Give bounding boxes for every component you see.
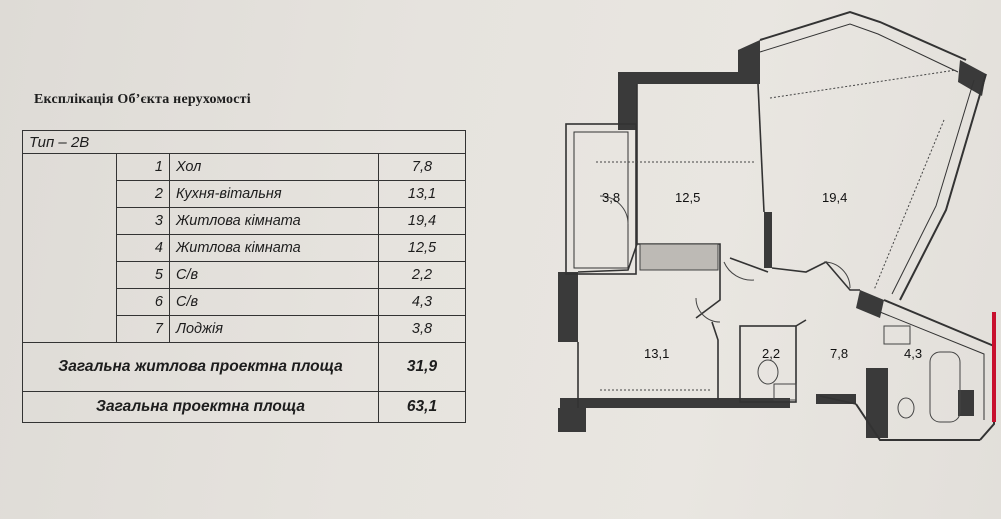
room-number: 5 <box>117 262 170 289</box>
toilet-icon <box>898 398 914 418</box>
table-row <box>23 262 466 289</box>
bath-wall <box>884 300 994 440</box>
room-label: 3,8 <box>602 190 621 205</box>
document-title: Експлікація Об’єкта нерухомості <box>34 92 251 107</box>
door-swing <box>696 298 720 322</box>
bay-inner <box>892 80 974 294</box>
room-number: 3 <box>117 208 170 235</box>
dimension-line <box>770 70 956 98</box>
room-name: Житлова кімната <box>170 208 379 235</box>
total-area-value: 63,1 <box>379 392 466 423</box>
room-label: 7,8 <box>830 346 849 361</box>
room-name: Хол <box>170 154 379 181</box>
explication-table <box>22 130 466 423</box>
wall <box>856 290 884 318</box>
blank-cell <box>23 289 117 316</box>
dimension-line <box>874 120 944 290</box>
room-label: 2,2 <box>762 346 781 361</box>
total-living-label: Загальна житлова проектна площа <box>23 343 379 392</box>
table-row <box>23 289 466 316</box>
floor-plan <box>540 0 1000 460</box>
bathroom-wall <box>740 326 796 402</box>
room-number: 2 <box>117 181 170 208</box>
total-living-row <box>23 343 466 392</box>
room-name: С/в <box>170 289 379 316</box>
sink-icon <box>774 384 796 400</box>
wall <box>738 40 760 84</box>
wall <box>712 322 718 400</box>
blank-cell <box>23 154 117 262</box>
bathtub-icon <box>930 352 960 422</box>
room-area: 12,5 <box>379 235 466 262</box>
blank-cell <box>23 316 117 343</box>
room-number: 1 <box>117 154 170 181</box>
room-label: 19,4 <box>822 190 848 205</box>
wall <box>560 398 790 408</box>
total-living-value: 31,9 <box>379 343 466 392</box>
room-area: 7,8 <box>379 154 466 181</box>
sink-icon <box>884 326 910 344</box>
wall <box>866 368 888 438</box>
room-number: 6 <box>117 289 170 316</box>
blank-cell <box>23 262 117 289</box>
room-name: Житлова кімната <box>170 235 379 262</box>
room-area: 3,8 <box>379 316 466 343</box>
loggia-frame <box>566 124 636 274</box>
wall <box>796 320 806 326</box>
bay-wall <box>900 74 986 300</box>
room-area: 2,2 <box>379 262 466 289</box>
table-row <box>23 154 466 181</box>
room-name: С/в <box>170 262 379 289</box>
room-number: 4 <box>117 235 170 262</box>
wall <box>558 408 586 432</box>
wall <box>730 258 768 272</box>
room-name: Кухня-вітальня <box>170 181 379 208</box>
room-area: 19,4 <box>379 208 466 235</box>
red-edge-mark <box>992 312 996 422</box>
wall <box>558 272 578 342</box>
room-label: 4,3 <box>904 346 923 361</box>
wall <box>764 212 772 268</box>
room-label: 13,1 <box>644 346 670 361</box>
toilet-icon <box>758 360 778 384</box>
total-area-label: Загальна проектна площа <box>23 392 379 423</box>
room-area: 13,1 <box>379 181 466 208</box>
total-area-row <box>23 392 466 423</box>
room-number: 7 <box>117 316 170 343</box>
kitchen-counter <box>640 244 718 270</box>
room-area: 4,3 <box>379 289 466 316</box>
wall <box>618 72 654 130</box>
room-name: Лоджія <box>170 316 379 343</box>
apartment-type: Тип – 2В <box>23 131 466 154</box>
table-row <box>23 316 466 343</box>
room-label: 12,5 <box>675 190 701 205</box>
bay-wall <box>760 12 966 60</box>
wall <box>758 84 764 212</box>
